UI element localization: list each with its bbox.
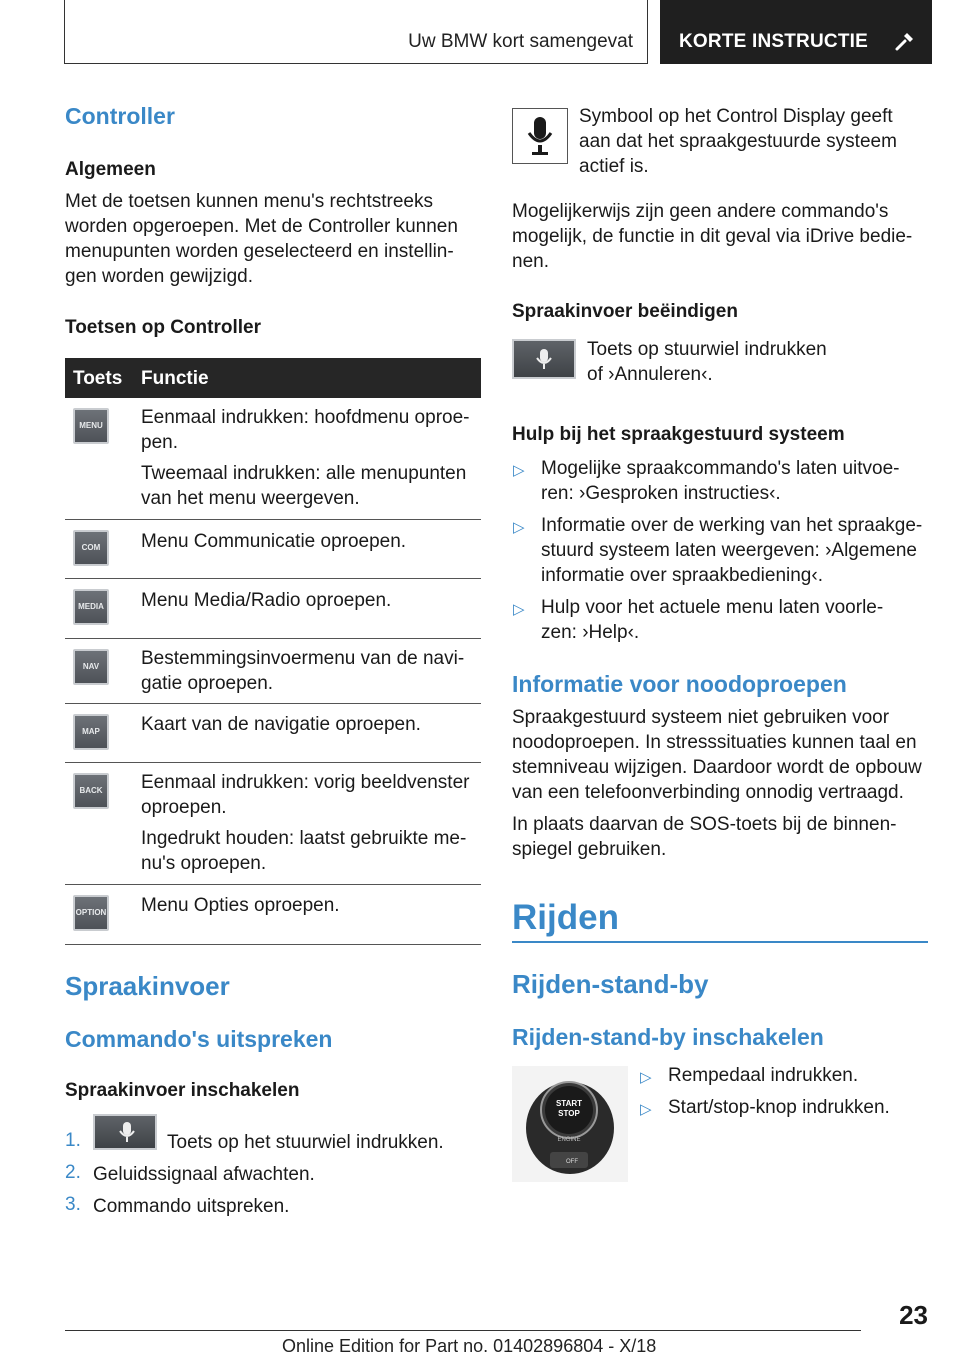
inschakelen-title: Spraakinvoer inschakelen xyxy=(65,1080,300,1101)
start-stop-button-icon xyxy=(512,1066,628,1182)
hulp-item-line: Hulp voor het actuele menu laten voorle- xyxy=(541,597,884,618)
nood-line: Spraakgestuurd systeem niet gebruiken voor xyxy=(512,707,890,728)
col-header-toets: Toets xyxy=(73,368,123,389)
algemeen-line-2: worden opgeroepen. Met de Controller kunnen xyxy=(65,216,458,237)
step-number: 3. xyxy=(65,1194,81,1215)
media-button-image: MEDIA xyxy=(73,589,109,625)
beeindigen-line-2: of ›Annuleren‹. xyxy=(587,364,713,385)
nood-title: Informatie voor noodoproepen xyxy=(512,671,847,697)
mogelijk-line-3: nen. xyxy=(512,251,549,272)
standby-item: Rempedaal indrukken. xyxy=(668,1065,859,1086)
microphone-icon xyxy=(95,1116,159,1148)
start-label: START xyxy=(555,1099,583,1108)
table-header xyxy=(65,358,481,398)
option-button-image: OPTION xyxy=(73,895,109,931)
triangle-bullet-icon: ▷ xyxy=(640,1101,652,1118)
row-text: gatie oproepen. xyxy=(141,673,274,694)
triangle-bullet-icon: ▷ xyxy=(640,1069,652,1086)
hulp-item-line: Informatie over de werking van het spraakge- xyxy=(541,515,923,536)
beeindigen-line-1: Toets op stuurwiel indrukken xyxy=(587,339,827,360)
footer-divider xyxy=(65,1330,861,1331)
menu-button-image: MENU xyxy=(73,408,109,444)
header-section-title: Uw BMW kort samengevat xyxy=(408,31,633,52)
row-text: Bestemmingsinvoermenu van de navi- xyxy=(141,648,465,669)
com-button-image: COM xyxy=(73,530,109,566)
row-text: Eenmaal indrukken: vorig beeldvenster xyxy=(141,772,470,793)
nood-line: In plaats daarvan de SOS-toets bij de binnen- xyxy=(512,814,897,835)
controller-keys-table xyxy=(65,358,481,945)
table-row xyxy=(65,704,481,763)
microphone-icon xyxy=(514,341,574,377)
mogelijk-line-2: mogelijk, de functie in dit geval via iDrive bedie- xyxy=(512,226,913,247)
row-text: pen. xyxy=(141,432,178,453)
display-symbol-image xyxy=(512,108,568,164)
spraakinvoer-title: Spraakinvoer xyxy=(65,971,230,1001)
table-row xyxy=(65,398,481,520)
toetsen-title: Toetsen op Controller xyxy=(65,317,261,338)
triangle-bullet-icon: ▷ xyxy=(513,601,525,618)
triangle-bullet-icon: ▷ xyxy=(513,462,525,479)
map-button-image: MAP xyxy=(73,714,109,750)
step-number: 1. xyxy=(65,1130,81,1151)
engine-label: ENGINE xyxy=(557,1137,581,1143)
standby-title: Rijden-stand-by xyxy=(512,969,709,999)
step-text: Geluidssignaal afwachten. xyxy=(93,1164,315,1185)
page-number: 23 xyxy=(899,1300,928,1330)
header-section-box xyxy=(64,0,648,64)
row-text: Menu Communicatie oproepen. xyxy=(141,531,407,552)
standby-item: Start/stop-knop indrukken. xyxy=(668,1097,890,1118)
row-text: oproepen. xyxy=(141,797,227,818)
mogelijk-line-1: Mogelijkerwijs zijn geen andere commando's xyxy=(512,201,889,222)
controller-title: Controller xyxy=(65,103,175,129)
table-row xyxy=(65,520,481,579)
nood-line: spiegel gebruiken. xyxy=(512,839,667,860)
row-text: Menu Media/Radio oproepen. xyxy=(141,590,392,611)
nood-line: noodoproepen. In stresssituaties kunnen taal en xyxy=(512,732,917,753)
start-stop-button-image xyxy=(512,1066,628,1182)
table-row xyxy=(65,579,481,639)
wrench-icon xyxy=(894,30,916,52)
header-chapter-box xyxy=(660,0,932,64)
stop-label: STOP xyxy=(558,1109,580,1118)
step-text: Commando uitspreken. xyxy=(93,1196,290,1217)
algemeen-line-3: menupunten worden geselecteerd en instellin- xyxy=(65,241,454,262)
row-text: Kaart van de navigatie oproepen. xyxy=(141,714,421,735)
nav-button-image: NAV xyxy=(73,649,109,685)
row-text: van het menu weergeven. xyxy=(141,488,360,509)
table-row xyxy=(65,639,481,704)
table-row xyxy=(65,885,481,945)
algemeen-line-1: Met de toetsen kunnen menu's rechtstreeks xyxy=(65,191,433,212)
step-text: Toets op het stuurwiel indrukken. xyxy=(167,1132,444,1153)
header-chapter-title: KORTE INSTRUCTIE xyxy=(679,31,868,52)
symbool-line-2: aan dat het spraakgestuurde systeem xyxy=(579,131,897,152)
rijden-title: Rijden xyxy=(512,898,619,937)
col-header-functie: Functie xyxy=(141,368,209,389)
footer-edition: Online Edition for Part no. 01402896804 - X/18 xyxy=(282,1336,657,1356)
voice-button-image xyxy=(512,339,576,379)
hulp-item-line: Mogelijke spraakcommando's laten uitvoe- xyxy=(541,458,900,479)
voice-button-image xyxy=(93,1114,157,1150)
algemeen-title: Algemeen xyxy=(65,159,156,180)
table-row xyxy=(65,763,481,885)
row-text: Menu Opties oproepen. xyxy=(141,895,340,916)
hulp-title: Hulp bij het spraakgestuurd systeem xyxy=(512,424,845,445)
row-text: Tweemaal indrukken: alle menupunten xyxy=(141,463,467,484)
nood-line: van een telefoonverbinding onnodig vertraagd. xyxy=(512,782,904,803)
back-button-image: BACK xyxy=(73,773,109,809)
step-number: 2. xyxy=(65,1162,81,1183)
row-text: nu's oproepen. xyxy=(141,853,267,874)
hulp-item-line: stuurd systeem laten weergeven: ›Algemene xyxy=(541,540,917,561)
hulp-item-line: zen: ›Help‹. xyxy=(541,622,640,643)
microphone-icon xyxy=(513,109,567,163)
symbool-line-1: Symbool op het Control Display geeft xyxy=(579,106,893,127)
algemeen-line-4: gen worden gewijzigd. xyxy=(65,266,254,287)
standby-subtitle: Rijden-stand-by inschakelen xyxy=(512,1024,824,1050)
row-text: Ingedrukt houden: laatst gebruikte me- xyxy=(141,828,467,849)
hulp-item-line: ren: ›Gesproken instructies‹. xyxy=(541,483,781,504)
beeindigen-title: Spraakinvoer beëindigen xyxy=(512,301,738,322)
row-text: Eenmaal indrukken: hoofdmenu oproe- xyxy=(141,407,470,428)
nood-line: stemniveau wijzigen. Daardoor wordt de opbouw xyxy=(512,757,922,778)
triangle-bullet-icon: ▷ xyxy=(513,519,525,536)
symbool-line-3: actief is. xyxy=(579,156,649,177)
page-header xyxy=(64,0,932,64)
off-label: OFF xyxy=(566,1159,578,1165)
hulp-item-line: informatie over spraakbediening‹. xyxy=(541,565,823,586)
rijden-divider xyxy=(512,941,928,943)
commandos-title: Commando's uitspreken xyxy=(65,1026,333,1052)
